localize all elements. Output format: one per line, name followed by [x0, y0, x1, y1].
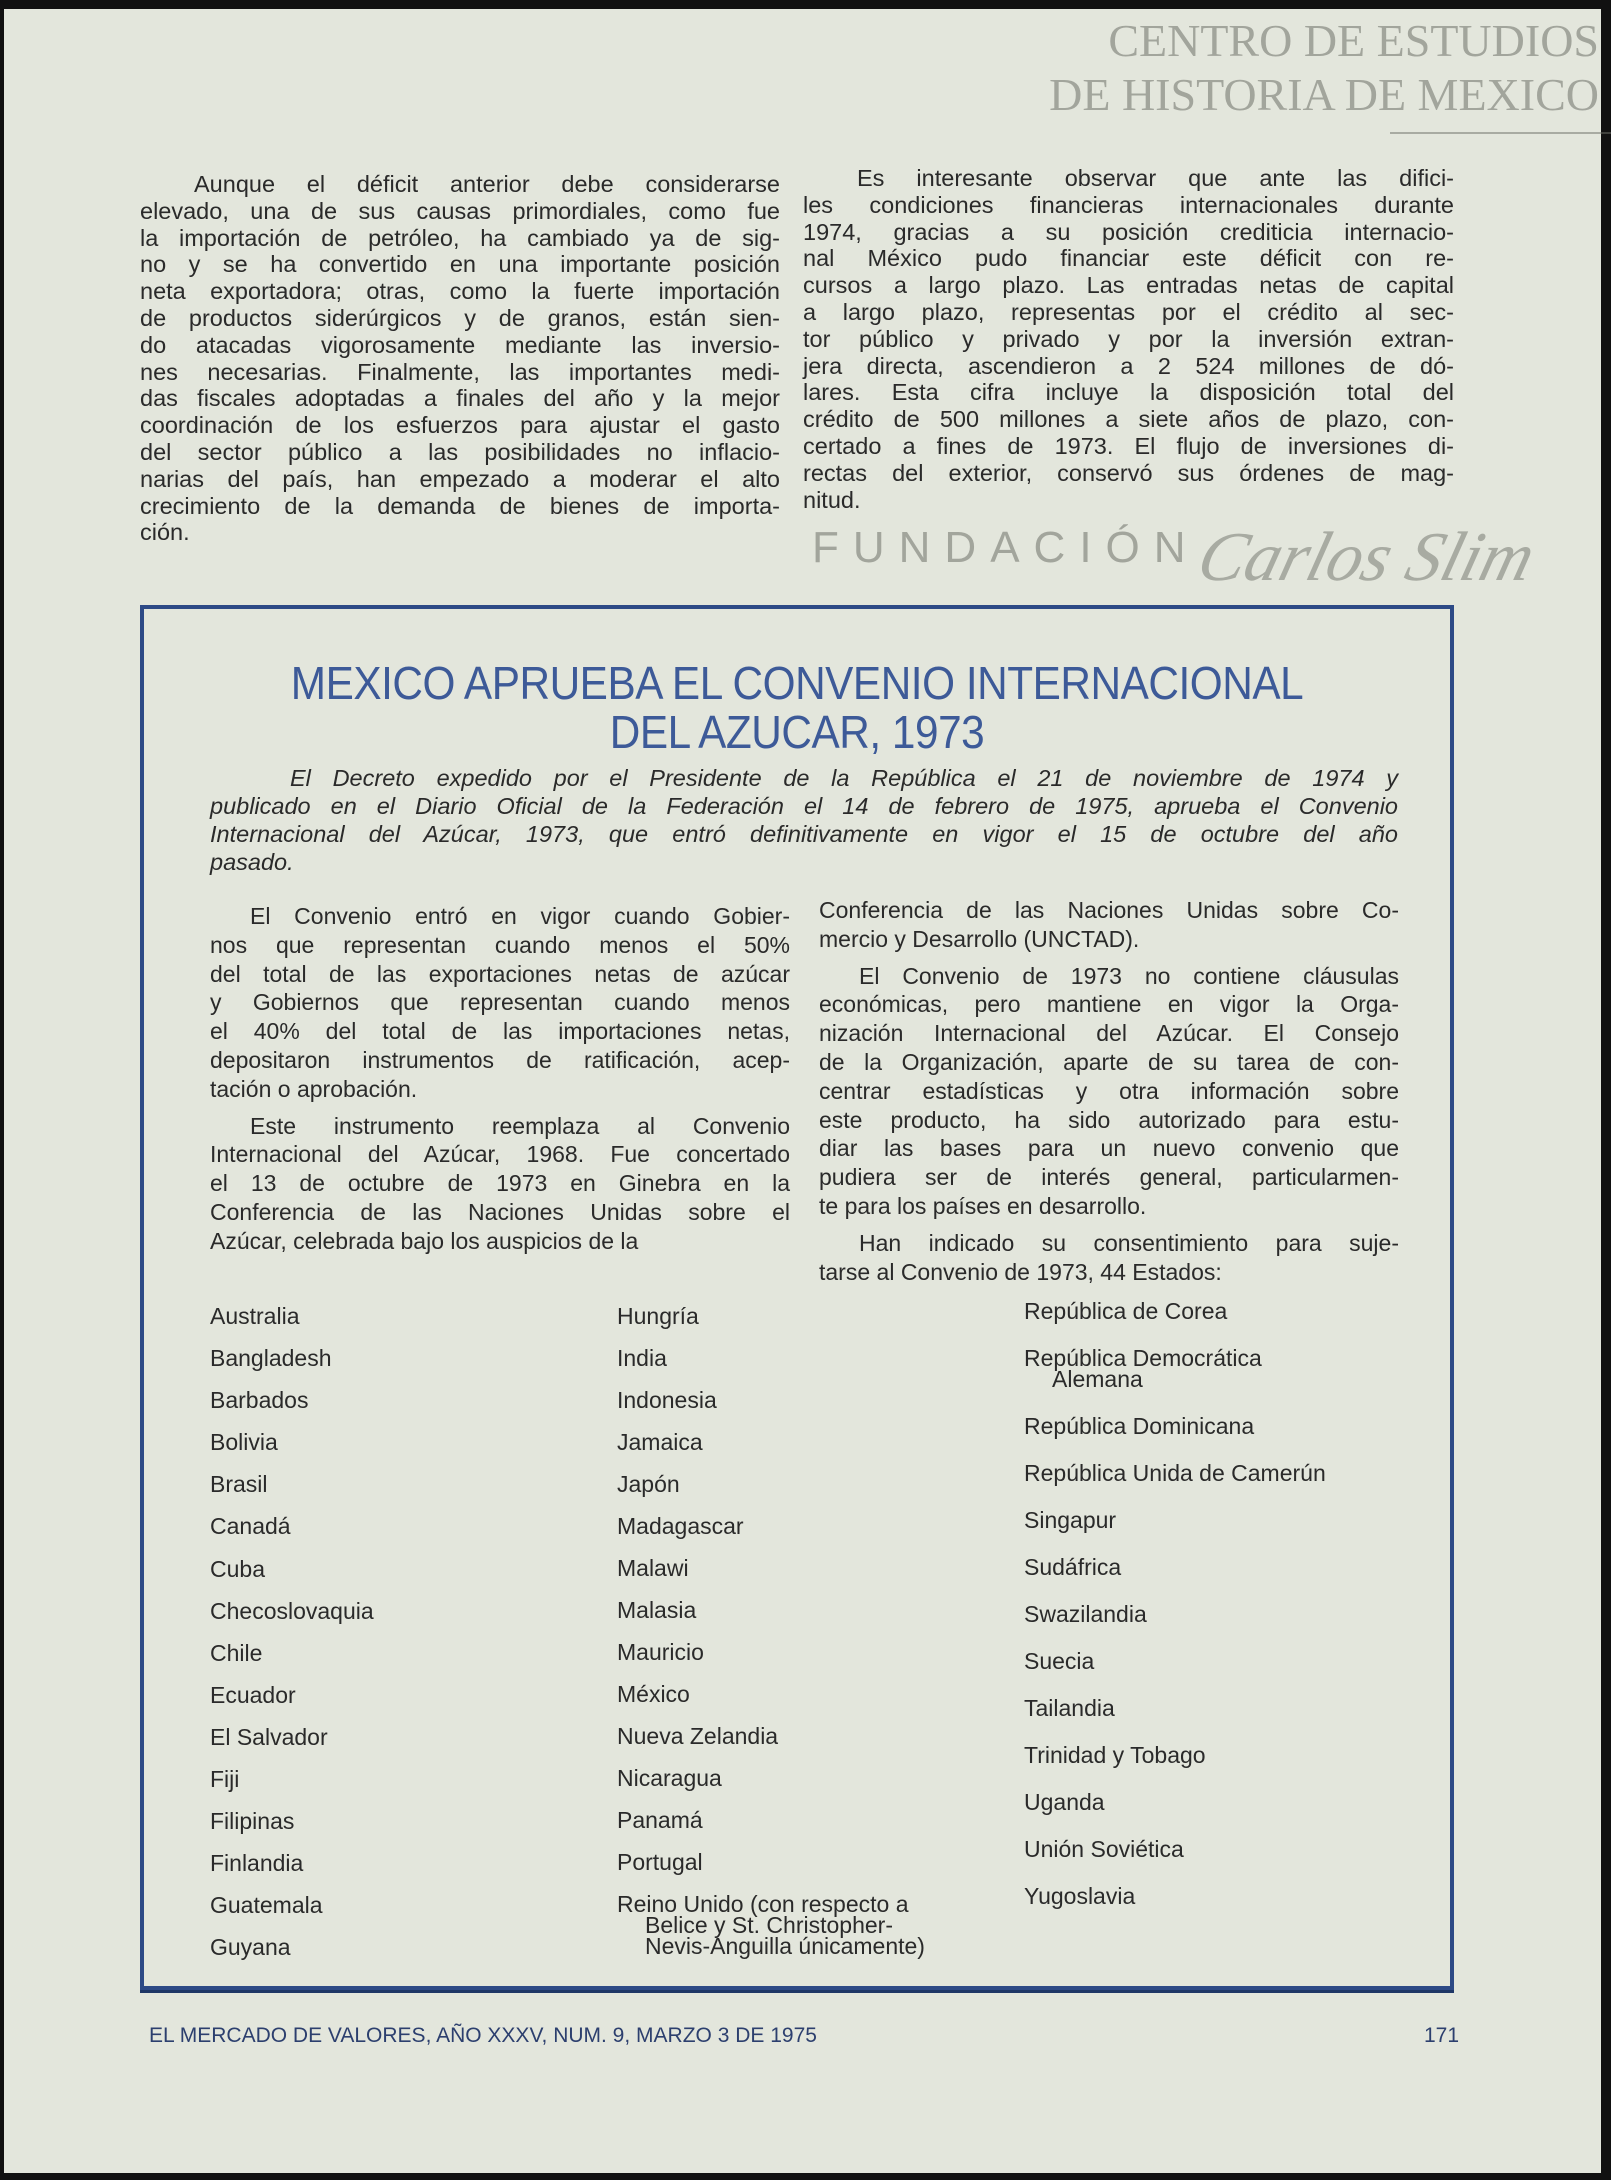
country-list-col1: [210, 1303, 374, 1980]
country-name-line: Belice y St. Christopher-: [645, 1912, 893, 1938]
text-line: diar las bases para un nuevo convenio que: [819, 1135, 1399, 1162]
country-item: Hungría: [617, 1303, 699, 1329]
country-item: Cuba: [210, 1555, 265, 1582]
country-item: República Unida de Camerún: [1024, 1460, 1326, 1486]
country-list-col3: [1024, 1298, 1326, 1933]
box-right-column: [819, 896, 1399, 1294]
country-item: Tailandia: [1024, 1695, 1115, 1721]
country-item: Brasil: [210, 1471, 268, 1498]
paragraph: [819, 896, 1399, 954]
text-line: mercio y Desarrollo (UNCTAD).: [819, 925, 1140, 952]
text-line: del sector público a las posibilidades no inflacio-: [140, 438, 780, 465]
text-line: la importación de petróleo, ha cambiado ya de sig-: [140, 224, 780, 251]
paragraph: [819, 962, 1399, 1221]
text-line: ción.: [140, 519, 190, 546]
text-line: crecimiento de la demanda de bienes de importa-: [140, 492, 780, 519]
text-line: 1974, gracias a su posición crediticia internacio-: [803, 218, 1454, 245]
article-left-column: [140, 171, 780, 546]
text-line: certado a fines de 1973. El flujo de inversiones di-: [803, 432, 1454, 459]
text-line: centrar estadísticas y otra información sobre: [819, 1077, 1399, 1104]
text-line: nal México pudo financiar este déficit con re-: [803, 245, 1454, 272]
paragraph: [210, 1112, 790, 1256]
text-line: depositaron instrumentos de ratificación, acep-: [210, 1046, 790, 1073]
text-line: cursos a largo plazo. Las entradas netas de capital: [803, 272, 1454, 299]
country-item: Barbados: [210, 1387, 309, 1414]
country-item: [617, 1891, 925, 1959]
watermark-signature: Carlos Slim: [1189, 519, 1544, 596]
box-title-line-1: MEXICO APRUEBA EL CONVENIO INTERNACIONAL: [290, 657, 1304, 709]
watermark-foundation: FUNDACIÓN: [812, 523, 1200, 572]
country-name-line: Reino Unido (con respecto a: [617, 1891, 909, 1917]
country-item: Suecia: [1024, 1648, 1095, 1674]
text-line: de productos siderúrgicos y de granos, están sien-: [140, 304, 780, 331]
country-item: Chile: [210, 1639, 263, 1666]
country-item: Portugal: [617, 1849, 703, 1875]
paragraph: [210, 902, 790, 1104]
country-item: Jamaica: [617, 1429, 703, 1455]
country-item: Australia: [210, 1303, 300, 1329]
text-line: lares. Esta cifra incluye la disposición total del: [803, 379, 1454, 406]
text-line: de la Organización, aparte de su tarea de con-: [819, 1048, 1399, 1075]
text-line: crédito de 500 millones a siete años de plazo, con-: [803, 406, 1454, 433]
text-line: publicado en el Diario Oficial de la Federación el 14 de febrero de 1975, aprueba el Convenio: [210, 793, 1398, 819]
text-line: Aunque el déficit anterior debe considerarse: [194, 171, 780, 197]
text-line: elevado, una de sus causas primordiales, como fue: [140, 197, 780, 224]
text-line: Este instrumento reemplaza al Convenio: [250, 1112, 790, 1139]
text-line: pasado.: [210, 849, 294, 875]
country-item: Checoslovaquia: [210, 1597, 374, 1624]
text-line: rectas del exterior, conservó sus órdenes de mag-: [803, 459, 1454, 486]
watermark-line: ESTUDIOS: [1376, 15, 1599, 66]
country-item: Mauricio: [617, 1639, 704, 1665]
country-item: Malasia: [617, 1597, 697, 1623]
country-item: Bangladesh: [210, 1345, 332, 1372]
country-item: Finlandia: [210, 1850, 304, 1877]
country-item: Ecuador: [210, 1681, 296, 1708]
country-item: Uganda: [1024, 1789, 1105, 1815]
text-line: narias del país, han empezado a moderar el alto: [140, 465, 780, 492]
country-item: India: [617, 1345, 667, 1371]
text-line: Internacional del Azúcar, 1968. Fue concertado: [210, 1141, 790, 1168]
country-item: Filipinas: [210, 1808, 295, 1835]
country-item: México: [617, 1681, 690, 1707]
text-line: Azúcar, celebrada bajo los auspicios de la: [210, 1227, 639, 1254]
text-line: El Convenio entró en vigor cuando Gobier-: [250, 903, 790, 929]
text-line: Han indicado su consentimiento para suje-: [859, 1229, 1399, 1256]
country-item: Fiji: [210, 1766, 240, 1793]
country-list-col2: [617, 1303, 925, 1978]
text-line: te para los países en desarrollo.: [819, 1192, 1147, 1219]
text-line: les condiciones financieras internacionales durante: [803, 191, 1454, 218]
watermark-row: [1049, 14, 1599, 68]
box-title-line-2: DEL AZUCAR, 1973: [609, 706, 985, 758]
country-item: Trinidad y Tobago: [1024, 1742, 1206, 1768]
text-line: coordinación de los esfuerzos para ajustar el gasto: [140, 412, 780, 439]
country-name-line: Alemana: [1052, 1366, 1143, 1392]
text-line: nes necesarias. Finalmente, las importantes medi-: [140, 358, 780, 385]
footer-page-number: 171: [1424, 2024, 1460, 2047]
country-name-line: Nevis-Anguilla únicamente): [645, 1933, 925, 1959]
box-intro: [210, 764, 1398, 876]
watermark-text: [1049, 14, 1599, 122]
country-item: Panamá: [617, 1807, 703, 1833]
country-name-line: República Democrática: [1024, 1345, 1262, 1371]
text-line: Es interesante observar que ante las difici-: [857, 165, 1454, 191]
country-item: Unión Soviética: [1024, 1836, 1184, 1862]
country-item: Yugoslavia: [1024, 1883, 1136, 1909]
text-line: nos que representan cuando menos el 50%: [210, 931, 790, 958]
country-item: Singapur: [1024, 1507, 1117, 1533]
text-line: Conferencia de las Naciones Unidas sobre el: [210, 1198, 790, 1225]
text-line: Conferencia de las Naciones Unidas sobre Co-: [819, 897, 1399, 923]
text-line: nitud.: [803, 486, 861, 513]
country-item: Guatemala: [210, 1892, 323, 1919]
text-line: tación o aprobación.: [210, 1075, 418, 1102]
text-line: El Convenio de 1973 no contiene cláusulas: [859, 962, 1399, 989]
footer-publication: EL MERCADO DE VALORES, AÑO XXXV, NUM. 9, MARZO 3 DE 1975: [149, 2024, 817, 2047]
country-item: Sudáfrica: [1024, 1554, 1122, 1580]
country-item: Nueva Zelandia: [617, 1723, 779, 1749]
country-item: República Dominicana: [1024, 1413, 1255, 1439]
text-line: neta exportadora; otras, como la fuerte importación: [140, 278, 780, 305]
text-line: y Gobiernos que representan cuando menos: [210, 989, 790, 1016]
text-line: nización Internacional del Azúcar. El Consejo: [819, 1020, 1399, 1047]
country-item: República de Corea: [1024, 1298, 1228, 1324]
text-line: el 13 de octubre de 1973 en Ginebra en la: [210, 1170, 790, 1197]
text-line: no y se ha convertido en una importante posición: [140, 251, 780, 278]
country-item: [1024, 1345, 1326, 1392]
country-item: Indonesia: [617, 1387, 717, 1413]
sugar-convention-box: [140, 605, 1454, 1990]
text-line: Internacional del Azúcar, 1973, que entró definitivamente en vigor el 15 de octubre del año: [210, 821, 1398, 847]
text-line: El Decreto expedido por el Presidente de la República el 21 de noviembre de 1974 y: [290, 765, 1398, 791]
country-item: Swazilandia: [1024, 1601, 1147, 1627]
text-line: jera directa, ascendieron a 2 524 millones de dó-: [803, 352, 1454, 379]
country-item: Madagascar: [617, 1513, 744, 1539]
watermark-line: DE HISTORIA: [1049, 69, 1334, 120]
article-right-column: [803, 165, 1454, 513]
country-item: Canadá: [210, 1513, 291, 1540]
text-line: este producto, ha sido autorizado para estu-: [819, 1106, 1399, 1133]
country-item: El Salvador: [210, 1723, 328, 1750]
text-line: a largo plazo, representas por el crédito al sec-: [803, 298, 1454, 325]
text-line: del total de las exportaciones netas de azúcar: [210, 960, 790, 987]
country-item: Nicaragua: [617, 1765, 722, 1791]
text-line: do atacadas vigorosamente mediante las inversio-: [140, 331, 780, 358]
box-left-column: [210, 902, 790, 1264]
country-item: Malawi: [617, 1555, 689, 1581]
country-item: Guyana: [210, 1934, 291, 1961]
paragraph: [819, 1229, 1399, 1287]
text-line: el 40% del total de las importaciones netas,: [210, 1018, 790, 1045]
watermark-row: [1049, 68, 1599, 122]
text-line: tarse al Convenio de 1973, 44 Estados:: [819, 1258, 1222, 1285]
country-item: Japón: [617, 1471, 680, 1497]
text-line: das fiscales adoptadas a finales del año y la mejor: [140, 385, 780, 412]
text-line: tor público y privado y por la inversión extran-: [803, 325, 1454, 352]
watermark-line: CENTRO DE: [1108, 15, 1366, 66]
text-line: económicas, pero mantiene en vigor la Orga-: [819, 991, 1399, 1018]
text-line: pudiera ser de interés general, particularmen-: [819, 1164, 1399, 1191]
watermark-divider: [1390, 132, 1611, 134]
watermark-line: DE MEXICO: [1344, 69, 1599, 120]
country-item: Bolivia: [210, 1429, 278, 1456]
